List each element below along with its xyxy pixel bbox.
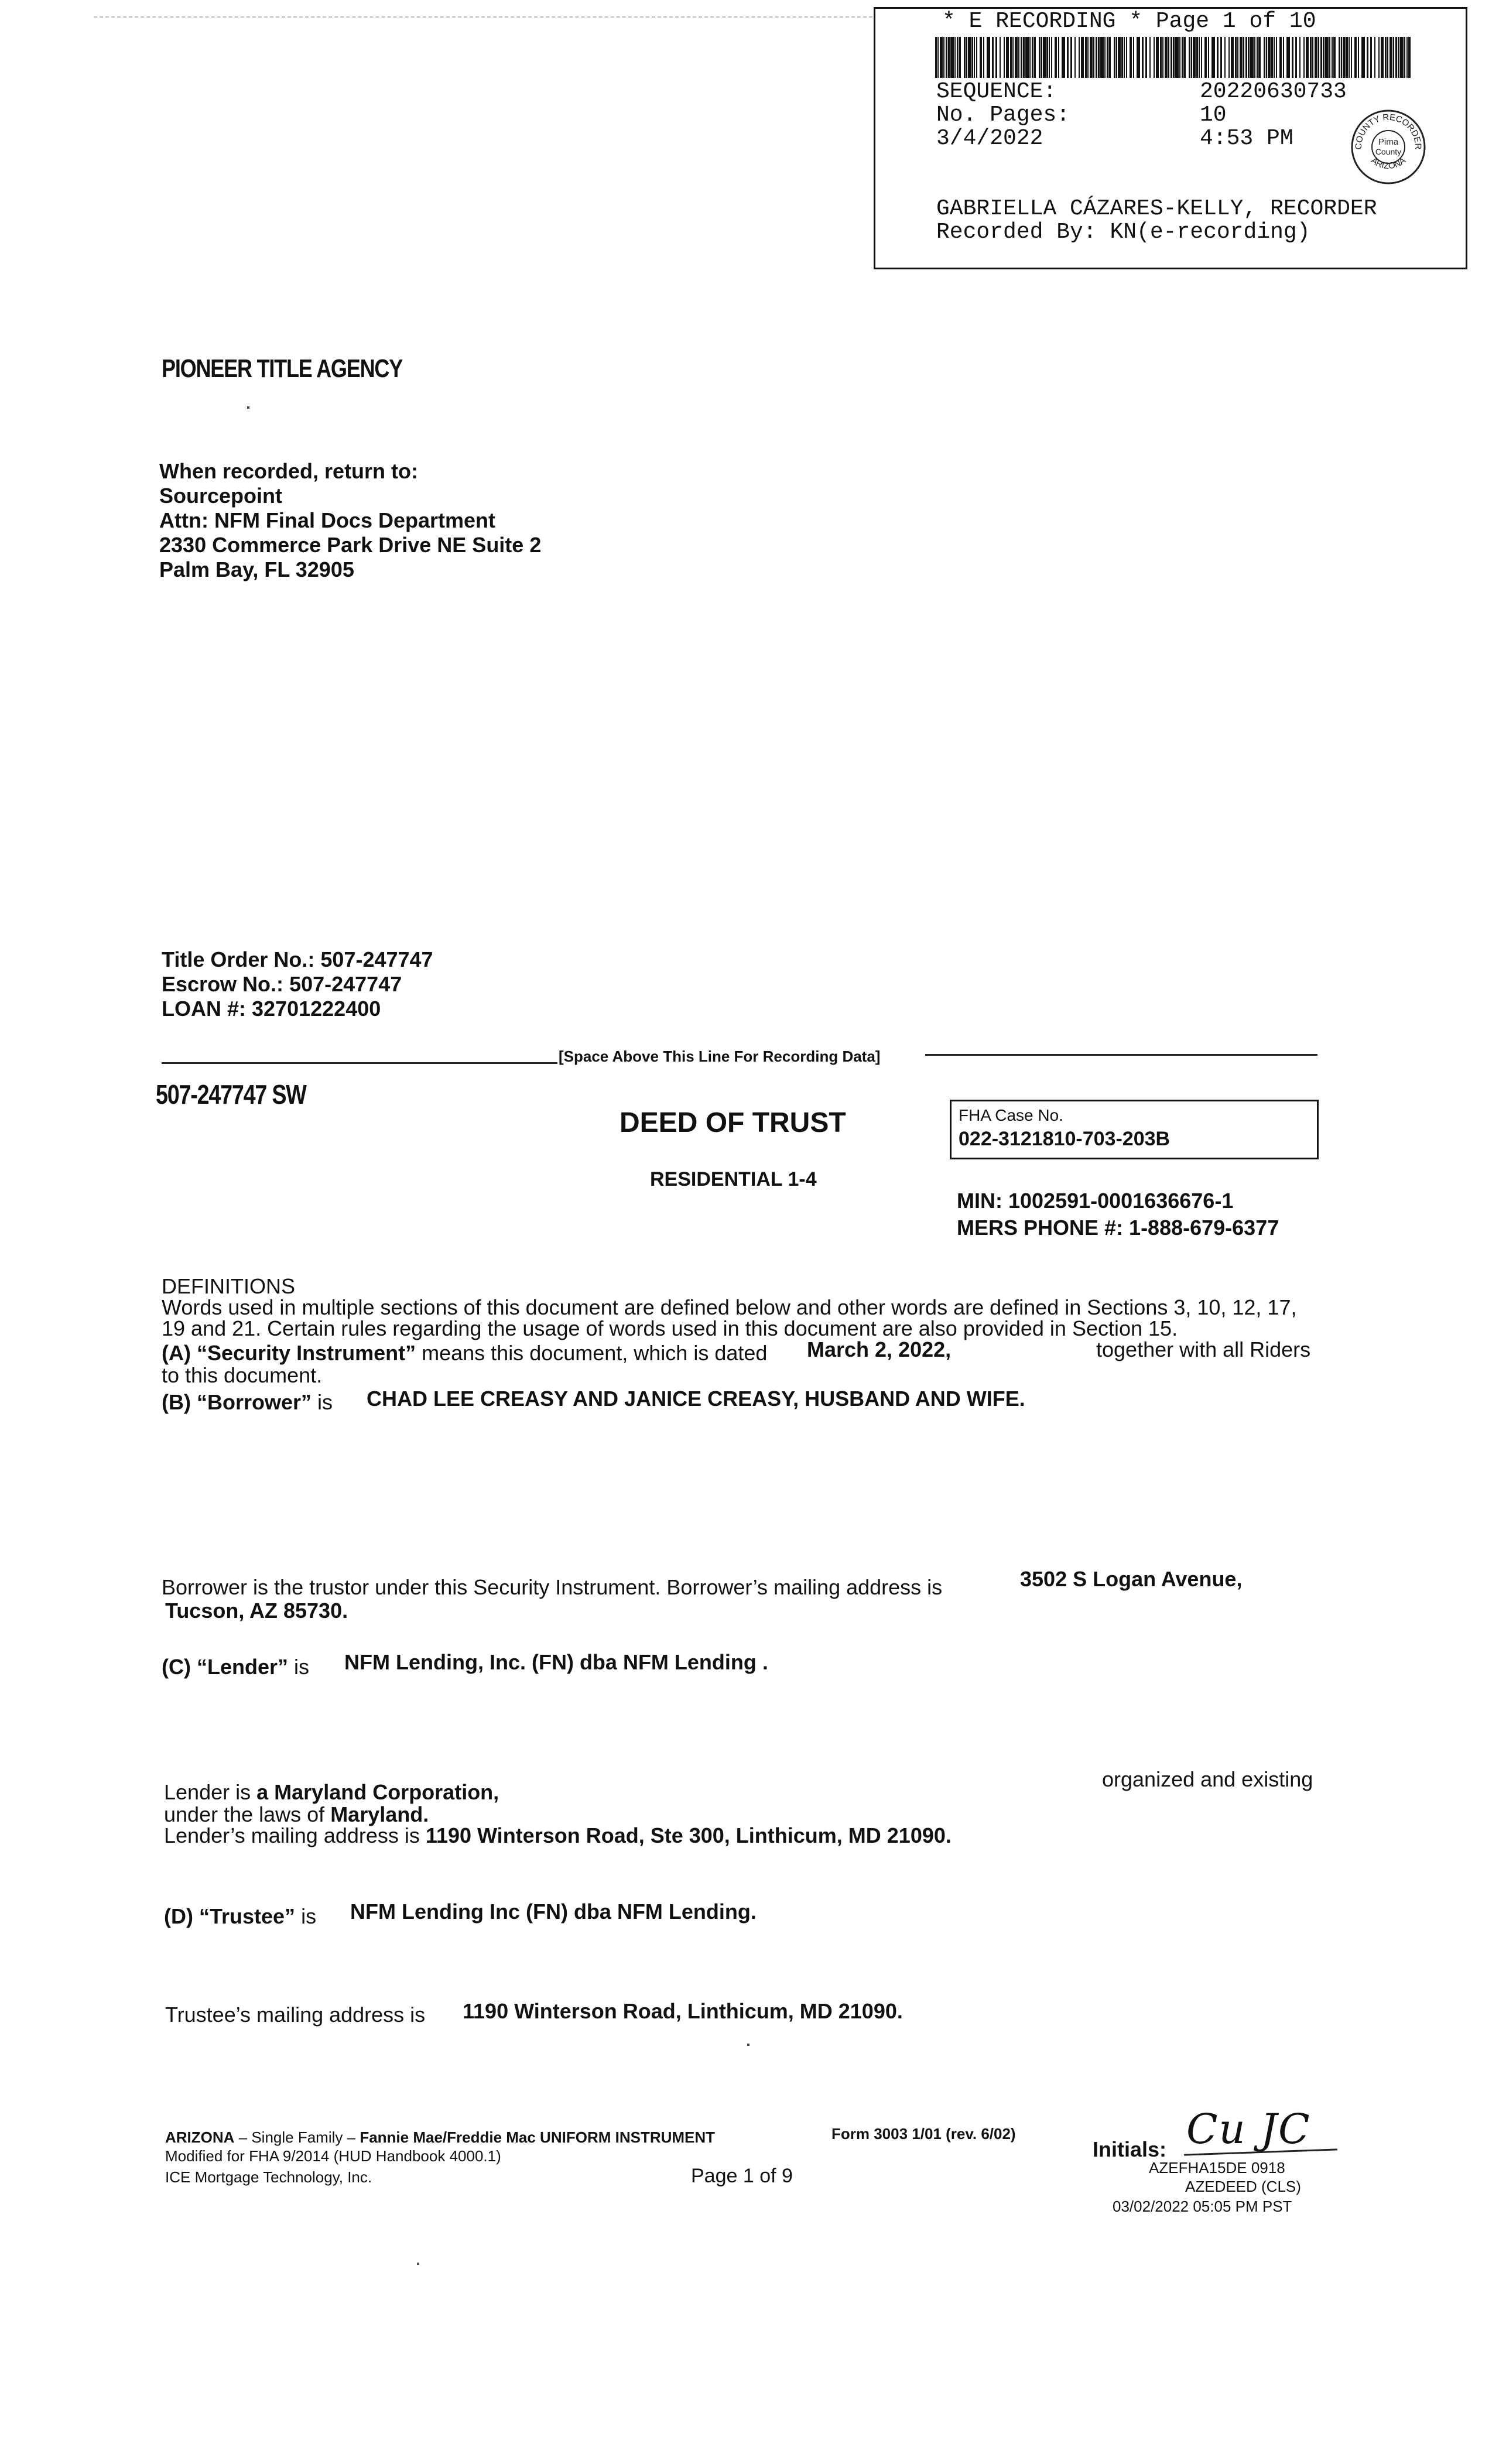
barcode-bar [1395, 37, 1397, 78]
barcode-bar [1039, 37, 1041, 78]
title-order-label: Title Order No.: [162, 947, 315, 971]
barcode-bar [1329, 37, 1330, 78]
barcode-bar [1315, 37, 1317, 78]
footer-company: ICE Mortgage Technology, Inc. [165, 2168, 372, 2186]
barcode-bar [1351, 37, 1352, 78]
barcode-bar [1408, 37, 1411, 78]
scan-artifact-line [94, 16, 872, 18]
escrow-label: Escrow No.: [162, 972, 284, 996]
barcode-bar [1004, 37, 1005, 78]
barcode-bar [1346, 37, 1348, 78]
barcode-bar [1183, 37, 1186, 78]
barcode-bar [1248, 37, 1250, 78]
barcode-bar [1257, 37, 1258, 78]
barcode-bar [1323, 37, 1325, 78]
barcode-bar [935, 37, 937, 78]
barcode-bar [1268, 37, 1271, 78]
barcode-bar [1121, 37, 1123, 78]
barcode-bar [1378, 37, 1380, 78]
barcode-bar [1254, 37, 1255, 78]
barcode-bar [1208, 37, 1209, 78]
borrower-name: CHAD LEE CREASY AND JANICE CREASY, HUSBAND AND WIFE. [367, 1387, 1025, 1411]
definition-a-prefix: (A) [162, 1341, 191, 1365]
seal-center-1: Pima [1378, 137, 1399, 147]
barcode-bar [1196, 37, 1198, 78]
barcode-bar [937, 37, 939, 78]
barcode-bar [1370, 37, 1372, 78]
barcode-bar [954, 37, 956, 78]
barcode-bar [1156, 37, 1159, 78]
barcode-bar [1085, 37, 1087, 78]
barcode-bar [971, 37, 973, 78]
speck [417, 2263, 419, 2265]
barcode-bar [1367, 37, 1368, 78]
barcode-bar [1240, 37, 1243, 78]
barcode-bar [1274, 37, 1275, 78]
recorded-by: Recorded By: KN(e-recording) [936, 220, 1310, 245]
speck [247, 406, 249, 409]
lender-organization: a Maryland Corporation, [256, 1780, 499, 1804]
barcode-bar [1245, 37, 1247, 78]
escrow-value: 507-247747 [289, 972, 402, 996]
barcode-bar [1343, 37, 1346, 78]
sequence-value: 20220630733 [1200, 79, 1347, 104]
barcode-bar [946, 37, 947, 78]
barcode-bar [974, 37, 975, 78]
title-order-value: 507-247747 [320, 947, 433, 971]
footer-modified: Modified for FHA 9/2014 (HUD Handbook 4000.1) [165, 2147, 501, 2165]
recording-date: 3/4/2022 [936, 126, 1043, 151]
footer-desc: – Single Family – [234, 2128, 360, 2146]
barcode-bar [1250, 37, 1254, 78]
borrower-address-1: 3502 S Logan Avenue, [1020, 1567, 1243, 1591]
seal-center-2: County [1375, 147, 1402, 156]
lender-org-tail: organized and existing [1102, 1767, 1313, 1791]
fha-case-number: 022-3121810-703-203B [959, 1128, 1171, 1150]
barcode-bar [1199, 37, 1200, 78]
barcode-bar [1021, 37, 1022, 78]
barcode-bar [1182, 37, 1183, 78]
barcode-bar [1374, 37, 1375, 78]
trustee-address-label: Trustee’s mailing address is [165, 2003, 426, 2027]
barcode-bar [1292, 37, 1293, 78]
mers-phone: MERS PHONE #: 1-888-679-6377 [957, 1216, 1279, 1240]
sequence-label: SEQUENCE: [936, 79, 1057, 104]
definition-a-term: “Security Instrument” [197, 1341, 416, 1365]
barcode-bar [1062, 37, 1065, 78]
recording-line-right [925, 1054, 1317, 1056]
barcode-bar [966, 37, 967, 78]
svg-text:ARIZONA [1369, 156, 1408, 172]
barcode-bar [1303, 37, 1305, 78]
barcode-bar [1279, 37, 1282, 78]
definitions-heading: DEFINITIONS [162, 1274, 296, 1298]
barcode-bar [1312, 37, 1313, 78]
lender-is: Lender is [164, 1780, 251, 1804]
space-above-note: [Space Above This Line For Recording Data] [559, 1048, 881, 1065]
barcode-bar [1175, 37, 1179, 78]
barcode-bar [1023, 37, 1025, 78]
barcode-bar [1100, 37, 1104, 78]
barcode-bar [968, 37, 971, 78]
lender-state: Maryland. [330, 1802, 429, 1826]
barcode-bar [1358, 37, 1359, 78]
barcode-bar [1295, 37, 1297, 78]
barcode-bar [1114, 37, 1115, 78]
barcode-bar [940, 37, 943, 78]
barcode-bar [1349, 37, 1350, 78]
loan-value: 32701222400 [252, 997, 381, 1021]
lender-laws-label: under the laws of [164, 1802, 325, 1826]
lender-org-line [164, 1780, 499, 1805]
definition-b-is: is [317, 1390, 333, 1414]
speck [747, 2044, 750, 2046]
barcode-bar [1310, 37, 1312, 78]
barcode-bar [1354, 37, 1357, 78]
barcode-bar [1149, 37, 1151, 78]
page-number: Page 1 of 9 [691, 2165, 793, 2187]
barcode-bar [1137, 37, 1140, 78]
barcode-bar [1189, 37, 1190, 78]
document-subtitle: RESIDENTIAL 1-4 [650, 1168, 817, 1190]
min-number: MIN: 1002591-0001636676-1 [957, 1189, 1234, 1213]
barcode-bar [1318, 37, 1319, 78]
footer-code-2: AZEDEED (CLS) [1185, 2178, 1301, 2195]
barcode-bar [1108, 37, 1111, 78]
barcode-bar [1276, 37, 1277, 78]
recording-time: 4:53 PM [1200, 126, 1293, 151]
fha-case-label: FHA Case No. [959, 1106, 1063, 1124]
barcode-bar [1025, 37, 1029, 78]
barcode-bar [1049, 37, 1050, 78]
barcode-bar [1087, 37, 1089, 78]
definition-d [164, 1904, 316, 1929]
barcode-bar [1231, 37, 1234, 78]
trustee-address: 1190 Winterson Road, Linthicum, MD 21090. [463, 1999, 903, 2023]
barcode-bar [1079, 37, 1080, 78]
recording-header: * E RECORDING * Page 1 of 10 [942, 9, 1316, 34]
barcode-bar [1237, 37, 1238, 78]
barcode-bar [1204, 37, 1207, 78]
footer-state: ARIZONA [165, 2128, 235, 2146]
definition-b [162, 1390, 333, 1415]
barcode-bar [1006, 37, 1009, 78]
barcode-bar [1142, 37, 1144, 78]
barcode-bar [1228, 37, 1230, 78]
lender-address-label: Lender’s mailing address is [164, 1823, 420, 1847]
recording-stamp-box [874, 7, 1467, 269]
barcode-bar [1283, 37, 1284, 78]
footer-form-line [165, 2128, 715, 2147]
barcode-bar [950, 37, 954, 78]
barcode-bar [1320, 37, 1322, 78]
barcode-bar [1333, 37, 1336, 78]
recorder-name: GABRIELLA CÁZARES-KELLY, RECORDER [936, 196, 1377, 221]
security-instrument-date: March 2, 2022, [807, 1337, 952, 1361]
barcode-bar [1264, 37, 1265, 78]
barcode-bar [1339, 37, 1340, 78]
barcode-bar [1032, 37, 1033, 78]
barcode-bar [1033, 37, 1036, 78]
borrower-address-text: Borrower is the trustor under this Security Instrument. Borrower’s mailing address is [162, 1575, 943, 1599]
barcode-bar [1029, 37, 1031, 78]
barcode-bar [1398, 37, 1399, 78]
definition-c [162, 1655, 309, 1679]
lender-address-line [164, 1823, 952, 1848]
definitions-intro-2: 19 and 21. Certain rules regarding the usage of words used in this document are also provided in Section 15. [162, 1316, 1178, 1340]
barcode-bar [1266, 37, 1267, 78]
definition-a-tail: together with all Riders [1096, 1337, 1311, 1361]
footer-code-3: 03/02/2022 05:05 PM PST [1113, 2198, 1292, 2215]
trustee-name: NFM Lending Inc (FN) dba NFM Lending. [350, 1900, 757, 1924]
barcode-bar [1130, 37, 1132, 78]
definition-a-text: means this document, which is dated [422, 1341, 768, 1365]
barcode-bar [1067, 37, 1069, 78]
trustee-address-line [165, 2003, 425, 2027]
barcode-bar [1381, 37, 1384, 78]
barcode-bar [1171, 37, 1172, 78]
pages-label: No. Pages: [936, 102, 1070, 128]
definition-c-is: is [294, 1655, 310, 1679]
barcode-bar [1046, 37, 1048, 78]
recording-line-left [162, 1062, 557, 1064]
return-to-block [159, 459, 541, 582]
definition-d-is: is [301, 1904, 317, 1928]
return-line: Palm Bay, FL 32905 [159, 557, 354, 581]
barcode-bar [1400, 37, 1404, 78]
lender-address: 1190 Winterson Road, Ste 300, Linthicum, MD 21090. [425, 1823, 952, 1847]
barcode-bar [948, 37, 950, 78]
barcode-bar [980, 37, 982, 78]
barcode-bar [1043, 37, 1046, 78]
barcode-bar [1116, 37, 1117, 78]
barcode-bar [1058, 37, 1059, 78]
barcode-bar [1211, 37, 1215, 78]
barcode-bar [1243, 37, 1244, 78]
barcode-bar [1332, 37, 1333, 78]
definition-b-term: “Borrower” [197, 1390, 312, 1414]
barcode-bar [1390, 37, 1392, 78]
barcode-bar [1070, 37, 1072, 78]
barcode-bar [1104, 37, 1106, 78]
barcode-bar [983, 37, 984, 78]
document-title: DEED OF TRUST [620, 1107, 846, 1138]
barcode-bar [1179, 37, 1180, 78]
return-to-heading: When recorded, return to: [159, 459, 419, 483]
definition-b-prefix: (B) [162, 1390, 191, 1414]
barcode-bar [1299, 37, 1300, 78]
barcode-bar [1173, 37, 1175, 78]
barcode-bar [1074, 37, 1076, 78]
barcode-bar [1286, 37, 1290, 78]
barcode-bar [1406, 37, 1408, 78]
barcode-bar [1098, 37, 1100, 78]
barcode-bar [1306, 37, 1309, 78]
lender-name: NFM Lending, Inc. (FN) dba NFM Lending . [344, 1650, 768, 1674]
definition-c-prefix: (C) [162, 1655, 191, 1679]
barcode-bar [987, 37, 990, 78]
return-line: 2330 Commerce Park Drive NE Suite 2 [159, 533, 542, 557]
borrower-address-2: Tucson, AZ 85730. [165, 1599, 348, 1623]
barcode-bar [1224, 37, 1226, 78]
footer-code-1: AZEFHA15DE 0918 [1149, 2159, 1285, 2176]
barcode-bar [964, 37, 966, 78]
barcode-bar [1325, 37, 1329, 78]
barcode-bar [1010, 37, 1012, 78]
barcode-bar [1191, 37, 1192, 78]
barcode-bar [1090, 37, 1093, 78]
footer-form-number: Form 3003 1/01 (rev. 6/02) [831, 2125, 1016, 2143]
barcode-bar [1018, 37, 1019, 78]
definition-a-line2: to this document. [162, 1363, 323, 1387]
barcode-bar [1154, 37, 1155, 78]
barcode-bar [1385, 37, 1387, 78]
barcode-bar [1015, 37, 1018, 78]
barcode-bar [995, 37, 997, 78]
barcode-bar [1145, 37, 1147, 78]
barcode-bar [1055, 37, 1057, 78]
definition-a [162, 1341, 767, 1366]
barcode-bar [1162, 37, 1163, 78]
barcode-bar [1361, 37, 1365, 78]
definition-d-prefix: (D) [164, 1904, 193, 1928]
barcode-bar [1118, 37, 1121, 78]
fha-case-box [950, 1100, 1319, 1159]
loan-label: LOAN #: [162, 997, 246, 1021]
barcode-bar [1258, 37, 1261, 78]
barcode-bar [1271, 37, 1273, 78]
barcode-bar [1041, 37, 1042, 78]
barcode-bar [959, 37, 961, 78]
handwritten-reference: 507-247747 SW [156, 1079, 306, 1110]
initials-label: Initials: [1093, 2137, 1167, 2161]
barcode-bar [1168, 37, 1169, 78]
barcode-bar [1126, 37, 1127, 78]
footer-form-name: Fannie Mae/Freddie Mac UNIFORM INSTRUMENT [360, 2128, 716, 2146]
barcode-bar [1081, 37, 1084, 78]
definition-d-term: “Trustee” [199, 1904, 296, 1928]
seal-bottom-text: ARIZONA [1369, 155, 1408, 172]
seal-top-text: COUNTY RECORDER [1353, 112, 1423, 150]
barcode-bar [1165, 37, 1168, 78]
barcode-bar [1235, 37, 1237, 78]
barcode-bar [1404, 37, 1405, 78]
barcode-bar [1133, 37, 1134, 78]
barcode-bar [1220, 37, 1222, 78]
pages-value: 10 [1200, 102, 1227, 128]
barcode-bar [1051, 37, 1052, 78]
return-line: Attn: NFM Final Docs Department [159, 508, 496, 532]
barcode-bar [1193, 37, 1196, 78]
barcode-bar [1093, 37, 1094, 78]
order-numbers [162, 947, 433, 1021]
barcode-bar [943, 37, 944, 78]
return-line: Sourcepoint [159, 484, 283, 508]
barcode-bar [1341, 37, 1342, 78]
barcode-bar [1124, 37, 1125, 78]
barcode-bar [976, 37, 977, 78]
barcode-bar [1012, 37, 1014, 78]
county-recorder-seal [1349, 107, 1428, 187]
barcode-bar [1201, 37, 1202, 78]
barcode-bar [1160, 37, 1162, 78]
initials-signature: Cu JC [1186, 2105, 1311, 2153]
agency-stamp: PIONEER TITLE AGENCY [162, 354, 403, 383]
definition-c-term: “Lender” [197, 1655, 289, 1679]
barcode-bar [1107, 37, 1108, 78]
barcode-bar [1217, 37, 1219, 78]
definitions-intro-1: Words used in multiple sections of this document are defined below and other words are defined in Sections 3, 10, 12, 17, [162, 1295, 1297, 1319]
barcode [935, 37, 1415, 78]
barcode-bar [992, 37, 994, 78]
barcode-bar [957, 37, 958, 78]
barcode-bar [1000, 37, 1001, 78]
barcode-bar [1387, 37, 1388, 78]
barcode-bar [1096, 37, 1097, 78]
barcode-bar [1393, 37, 1394, 78]
